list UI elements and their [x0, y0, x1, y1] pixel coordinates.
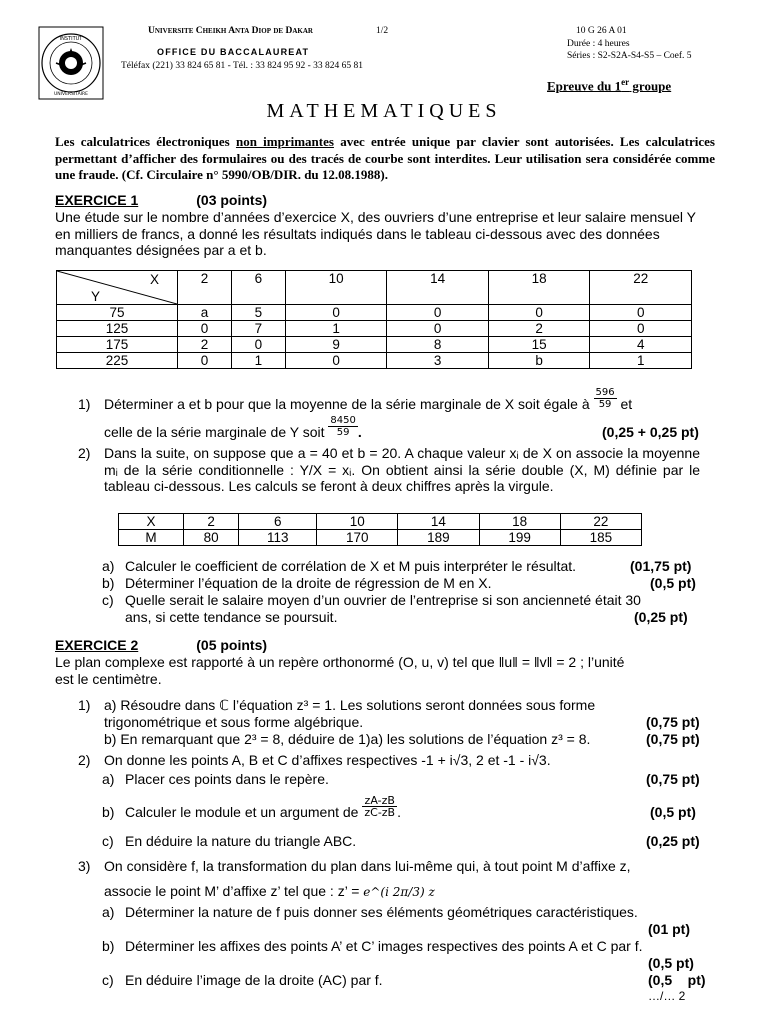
table-row: 225 0 1 0 3 b 1 — [57, 353, 692, 369]
e2-q2b-points: (0,5 pt) — [650, 804, 696, 820]
e2-q3a-text: Déterminer la nature de f puis donner ses éléments géométriques caractéristiques. — [125, 904, 638, 920]
q1-points: (0,25 + 0,25 pt) — [602, 424, 699, 440]
table-row: 75 a 5 0 0 0 0 — [57, 305, 692, 321]
svg-text:UNIVERSITAIRE: UNIVERSITAIRE — [54, 92, 88, 97]
table-row: 175 2 0 9 8 15 4 — [57, 337, 692, 353]
e2-q3c-points: (0,5 pt) — [648, 972, 706, 988]
e2-q2-number: 2) — [78, 752, 91, 768]
q1-text-2: celle de la série marginale de Y soit $\frac{8450}{59}$ . — [104, 414, 362, 440]
e2-q3a-label: a) — [102, 904, 115, 920]
x-header: 22 — [590, 271, 692, 305]
e2-q3-text-2: associe le point M’ d’affixe z’ tel que : z’ = e^(i 2π/3) z — [104, 883, 435, 899]
qa-label: a) — [102, 558, 115, 574]
qc-text-2: ans, si cette tendance se poursuit. — [125, 609, 338, 625]
e2-q1b-points: (0,75 pt) — [646, 731, 700, 747]
x-header: 14 — [387, 271, 489, 305]
qc-text: Quelle serait le salaire moyen d’un ouvrier de l’entreprise si son ancienneté était 30 — [125, 592, 641, 608]
exercise-2-heading: EXERCICE 2 (05 points) — [55, 637, 268, 653]
page-number: 1/2 — [376, 26, 389, 36]
exam-duration: Durée : 4 heures — [567, 39, 630, 49]
e2-q1a-text-2: trigonométrique et sous forme algébrique. — [104, 714, 364, 730]
e2-q2c-points: (0,25 pt) — [646, 833, 700, 849]
e2-q3a-points: (01 pt) — [648, 921, 690, 937]
e2-q2a-label: a) — [102, 771, 115, 787]
e2-q2-text: On donne les points A, B et C d’affixes respectives -1 + i√3, 2 et -1 - i√3. — [104, 752, 551, 768]
next-page-marker: …/… 2 — [648, 989, 686, 1003]
e2-q1a-text: a) Résoudre dans ℂ l’équation z³ = 1. Les solutions seront données sous forme — [104, 697, 596, 713]
e2-q3c-text: En déduire l’image de la droite (AC) par f. — [125, 972, 383, 988]
e2-q2b-text: Calculer le module et un argument de $\frac{zA-zB}{zC-zB}$ . — [125, 793, 401, 820]
e2-q1b-text: b) En remarquant que 2³ = 8, déduire de 1)a) les solutions de l’équation z³ = 8. — [104, 731, 591, 747]
e2-q2b-label: b) — [102, 804, 115, 820]
e2-q2a-text: Placer ces points dans le repère. — [125, 771, 329, 787]
qa-points: (01,75 pt) — [630, 558, 692, 574]
e2-q3b-text: Déterminer les affixes des points A’ et C’ images respectives des points A et C par f. — [125, 938, 643, 954]
e2-q3-number: 3) — [78, 858, 91, 874]
xy-frequency-table — [56, 270, 692, 369]
svg-text:INSTITUT: INSTITUT — [59, 36, 83, 42]
qb-points: (0,5 pt) — [650, 575, 696, 591]
e2-q3c-label: c) — [102, 972, 114, 988]
x-header: 10 — [285, 271, 387, 305]
e2-q3b-label: b) — [102, 938, 115, 954]
exercise-1-statement: Une étude sur le nombre d’années d’exercice X, des ouvriers d’une entreprise et leur salaire mensuel Y en milliers de francs, a donné les résultats indiqués dans le tableau ci-dessous avec des données manquantes désignées par a et b. — [55, 209, 696, 258]
qb-label: b) — [102, 575, 115, 591]
university-seal-logo — [38, 26, 104, 100]
calculator-rules: Les calculatrices électroniques non imprimantes avec entrée unique par clavier sont autorisées. Les calculatrices permettant d’afficher des formulaires ou des tracés de courbe sont interdites. Leur utilisation sera considérée comme une fraude. (Cf. Circulaire n° 5990/OB/DIR. du 12.08.1988). — [55, 134, 715, 182]
exam-series: Séries : S2-S2A-S4-S5 – Coef. 5 — [567, 51, 692, 61]
e2-q3-text: On considère f, la transformation du plan dans lui-même qui, à tout point M d’affixe z, — [104, 858, 631, 874]
qc-label: c) — [102, 592, 114, 608]
exam-group: Epreuve du 1er groupe — [547, 77, 672, 94]
e2-q2c-text: En déduire la nature du triangle ABC. — [125, 833, 357, 849]
q2-text: Dans la suite, on suppose que a = 40 et b = 20. A chaque valeur xᵢ de X on associe la moyenne mᵢ de la série conditionnelle : Y/X = xᵢ. On obtient ainsi la série double (X, M) définie par le tableau ci-dessous. Les calculs se feront à deux chiffres après la virgule. — [104, 445, 700, 494]
e2-q2a-points: (0,75 pt) — [646, 771, 700, 787]
corner-cell: X Y — [57, 271, 178, 305]
e2-q3b-points: (0,5 pt) — [648, 955, 694, 971]
university-name: Universite Cheikh Anta Diop de Dakar — [148, 26, 313, 36]
q2-number: 2) — [78, 445, 91, 461]
exam-code: 10 G 26 A 01 — [576, 26, 627, 36]
office-name: OFFICE DU BACCALAUREAT — [157, 47, 310, 57]
q1-text: Déterminer a et b pour que la moyenne de la série marginale de X soit égale à $\frac{596}{59}$ et — [104, 386, 633, 412]
contact-phones: Téléfax (221) 33 824 65 81 - Tél. : 33 824 95 92 - 33 824 65 81 — [121, 61, 364, 71]
qa-text: Calculer le coefficient de corrélation de X et M puis interpréter le résultat. — [125, 558, 577, 574]
diagonal-divider — [57, 271, 177, 304]
xm-table — [118, 513, 642, 546]
x-header: 6 — [231, 271, 285, 305]
qb-text: Déterminer l’équation de la droite de régression de M en X. — [125, 575, 492, 591]
table-row: 125 0 7 1 0 2 0 — [57, 321, 692, 337]
table-row: X 2 6 10 14 18 22 — [119, 514, 642, 530]
x-header: 2 — [178, 271, 232, 305]
e2-q1a-points: (0,75 pt) — [646, 714, 700, 730]
table-row: M 80 113 170 189 199 185 — [119, 530, 642, 546]
x-header: 18 — [488, 271, 590, 305]
q1-number: 1) — [78, 396, 91, 412]
e2-q1-number: 1) — [78, 697, 91, 713]
exercise-1-heading: EXERCICE 1 (03 points) — [55, 192, 268, 208]
exercise-2-statement: Le plan complexe est rapporté à un repère orthonormé (O, u, v) tel que ‖u‖ = ‖v‖ = 2 ; l’unité — [55, 654, 625, 670]
qc-points: (0,25 pt) — [634, 609, 688, 625]
exercise-2-statement-2: est le centimètre. — [55, 671, 162, 687]
page-title: MATHEMATIQUES — [266, 100, 502, 122]
e2-q2c-label: c) — [102, 833, 114, 849]
